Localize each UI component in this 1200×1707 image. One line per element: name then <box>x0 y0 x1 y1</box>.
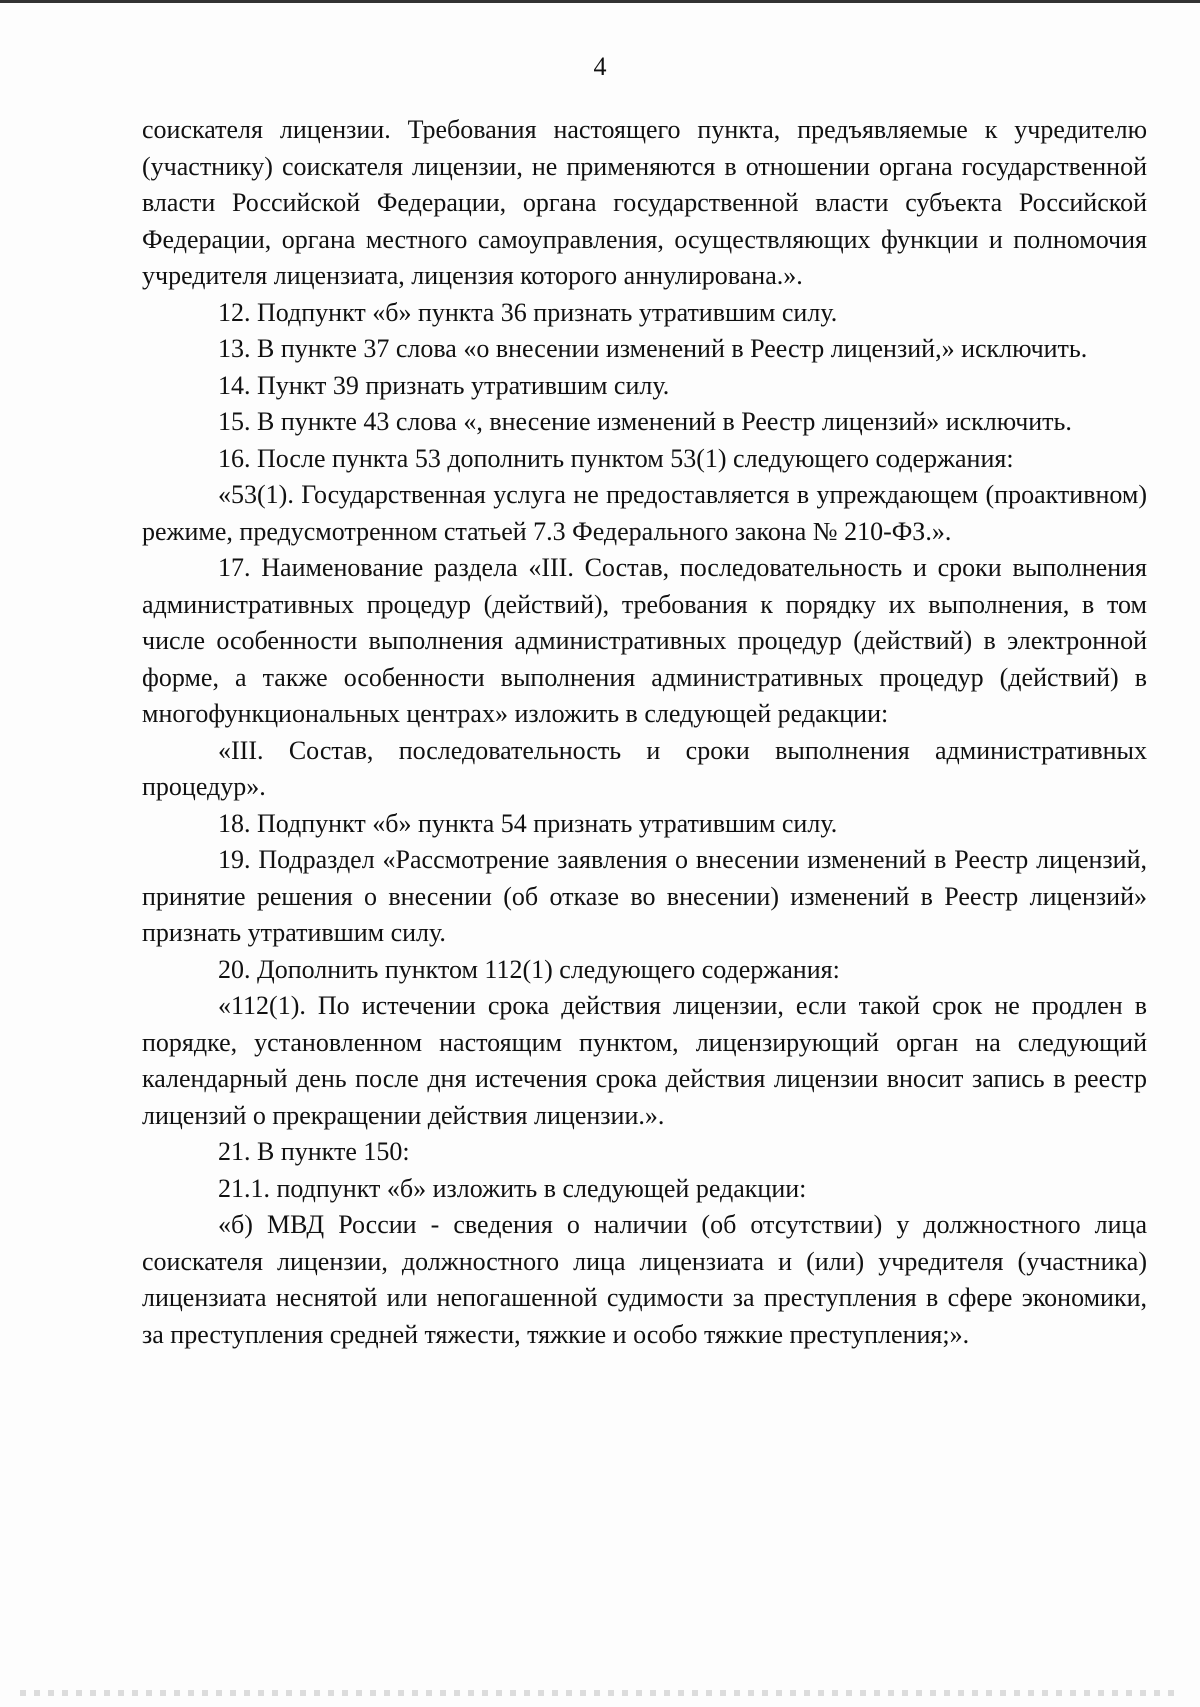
paragraph-item-16: 16. После пункта 53 дополнить пунктом 53(1) следующего содержания: <box>218 443 1014 473</box>
paragraph-item-19: 19. Подраздел «Рассмотрение заявления о внесении изменений в Реестр лицензий, принятие решения о внесении (об отказе во внесении) изменений в Реестр лицензий» признать утратившим силу. <box>142 845 1147 947</box>
paragraph-quote-section-iii: «III. Состав, последовательность и сроки выполнения административных процедур». <box>142 735 1147 801</box>
page-number: 4 <box>593 52 607 81</box>
top-edge-line <box>0 0 1200 3</box>
paragraph-quote-b: «б) МВД России - сведения о наличии (об отсутствии) у должностного лица соискателя лицензии, должностного лица лицензиата и (или) учредителя (участника) лицензиата неснятой или непогашенной судимости за преступления в сфере экономики, за преступления средней тяжести, тяжкие и особо тяжкие преступления;». <box>142 1210 1147 1349</box>
paragraph-quote-53-1: «53(1). Государственная услуга не предоставляется в упреждающем (проактивном) режиме, предусмотренном статьей 7.3 Федерального закона № 210-ФЗ.». <box>142 480 1147 546</box>
scan-artifact <box>20 1690 1180 1696</box>
document-body <box>142 112 1147 1353</box>
paragraph-item-17: 17. Наименование раздела «III. Состав, последовательность и сроки выполнения административных процедур (действий), требования к порядку их выполнения, в том числе особенности выполнения административных процедур (действий) в электронной форме, а также особенности выполнения административных процедур (действий) в многофункциональных центрах» изложить в следующей редакции: <box>142 553 1147 728</box>
paragraph-item-13: 13. В пункте 37 слова «о внесении изменений в Реестр лицензий,» исключить. <box>218 334 1088 363</box>
paragraph-item-15: 15. В пункте 43 слова «, внесение изменений в Реестр лицензий» исключить. <box>218 407 1072 436</box>
paragraph-item-14: 14. Пункт 39 признать утратившим силу. <box>218 370 670 400</box>
paragraph-item-21: 21. В пункте 150: <box>218 1137 410 1166</box>
paragraph-item-21-1: 21.1. подпункт «б» изложить в следующей редакции: <box>218 1173 807 1203</box>
paragraph-continuation: соискателя лицензии. Требования настоящего пункта, предъявляемые к учредителю (участнику) соискателя лицензии, не применяются в отношении органа государственной власти Российской Федерации, органа государственной власти субъекта Российской Федерации, органа местного самоуправления, осуществляющих функции и полномочия учредителя лицензиата, лицензия которого аннулирована.». <box>142 115 1147 290</box>
paragraph-item-20: 20. Дополнить пунктом 112(1) следующего содержания: <box>218 954 840 984</box>
paragraph-item-12: 12. Подпункт «б» пункта 36 признать утратившим силу. <box>218 297 838 327</box>
paragraph-quote-112-1: «112(1). По истечении срока действия лицензии, если такой срок не продлен в порядке, установленном настоящим пунктом, лицензирующий орган на следующий календарный день после дня истечения срока действия лицензии вносит запись в реестр лицензий о прекращении действия лицензии.». <box>142 991 1147 1130</box>
paragraph-item-18: 18. Подпункт «б» пункта 54 признать утратившим силу. <box>218 808 838 838</box>
